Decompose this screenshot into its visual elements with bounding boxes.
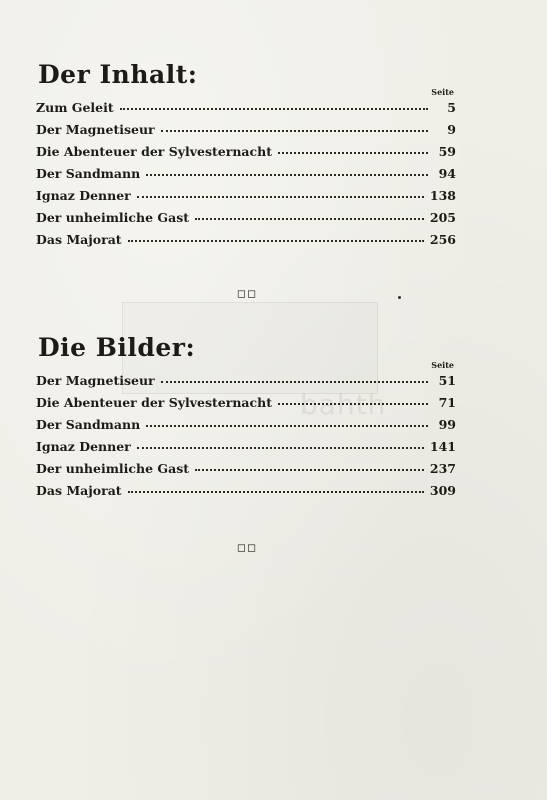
entry-page: 141 [429,439,456,454]
entry-title: Der unheimliche Gast [36,210,190,225]
pictures-entry [36,414,456,436]
pictures-heading: Die Bilder: [38,333,196,362]
pictures-entry [36,392,456,414]
entry-page: 205 [429,210,456,225]
entry-title: Der Sandmann [36,417,141,432]
entry-page: 237 [429,461,456,476]
dot-leader [146,168,428,176]
entry-title: Ignaz Denner [36,439,131,454]
entry-title: Der Magnetiseur [36,373,155,388]
pictures-list [36,370,456,502]
entry-page: 99 [438,417,456,432]
entry-title: Die Abenteuer der Sylvesternacht [36,144,272,159]
pictures-page-label: Seite [431,360,454,370]
pictures-entry [36,458,456,480]
contents-entry [36,207,456,229]
contents-entry [36,97,456,119]
contents-list [36,97,456,251]
contents-entry [36,229,456,251]
dot-leader [120,102,428,110]
entry-title: Der unheimliche Gast [36,461,190,476]
dot-leader [128,234,424,242]
dot-leader [195,212,424,220]
entry-title: Das Majorat [36,232,122,247]
pictures-entry [36,480,456,502]
entry-title: Zum Geleit [36,100,114,115]
dot-leader [278,397,428,405]
entry-page: 94 [438,166,456,181]
contents-page-label: Seite [431,87,454,97]
dot-leader [161,375,428,383]
dot-leader [137,441,424,449]
dot-leader [278,146,428,154]
pictures-section [36,333,456,502]
pictures-entry [36,436,456,458]
contents-section [36,60,456,251]
entry-page: 71 [438,395,456,410]
entry-title: Die Abenteuer der Sylvesternacht [36,395,272,410]
entry-title: Ignaz Denner [36,188,131,203]
dot-leader [128,485,424,493]
entry-page: 9 [447,122,456,137]
entry-page: 309 [429,483,456,498]
entry-page: 59 [438,144,456,159]
watermark: bahth [300,388,387,421]
entry-page: 138 [429,188,456,203]
dot-leader [146,419,428,427]
dot-leader [161,124,428,132]
ornament-divider: ◻◻ [236,287,258,300]
contents-heading: Der Inhalt: [38,60,198,89]
contents-entry [36,119,456,141]
entry-title: Der Sandmann [36,166,141,181]
entry-page: 5 [447,100,456,115]
pictures-entry [36,370,456,392]
entry-title: Das Majorat [36,483,122,498]
ink-speck [398,296,401,299]
entry-page: 51 [438,373,456,388]
contents-entry [36,163,456,185]
entry-title: Der Magnetiseur [36,122,155,137]
dot-leader [137,190,424,198]
dot-leader [195,463,424,471]
contents-entry [36,185,456,207]
contents-entry [36,141,456,163]
entry-page: 256 [429,232,456,247]
ornament-divider: ◻◻ [236,541,258,554]
